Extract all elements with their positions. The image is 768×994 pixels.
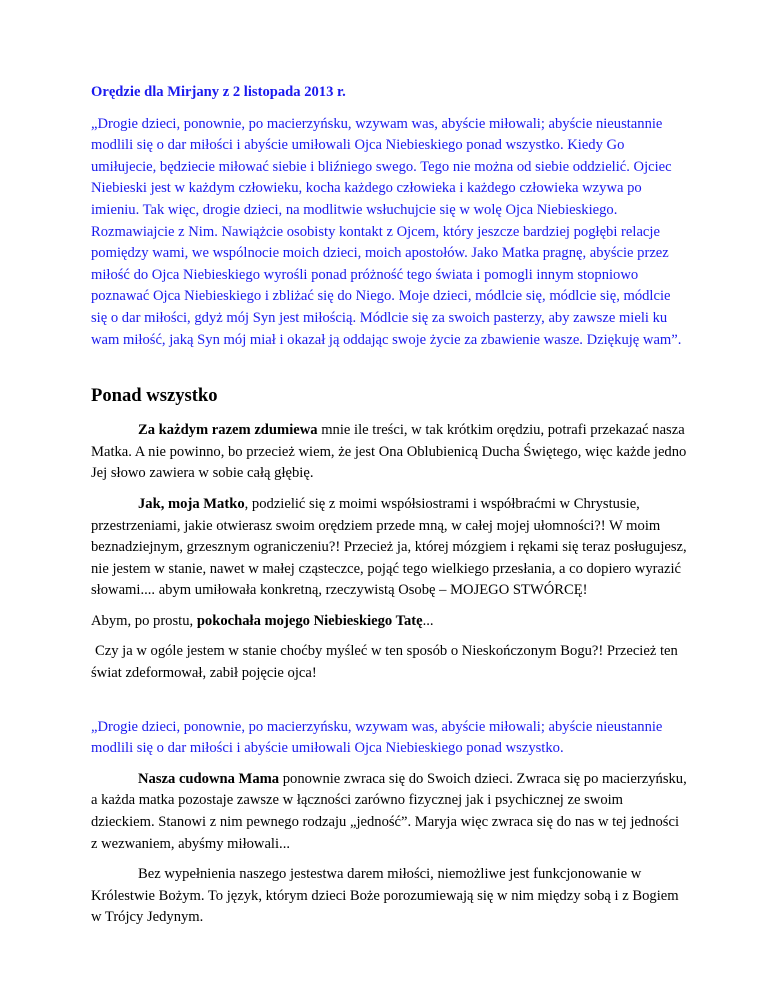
message-quote: „Drogie dzieci, ponownie, po macierzyńsku, wzywam was, abyście miłowali; abyście nieustannie modlili się o dar miłości i abyście umiłowali Ojca Niebieskiego ponad wszystko. Kiedy Go umiłujecie, będziecie miłować siebie i bliźniego swego. Tego nie można od siebie oddzielić. Ojciec Niebieski jest w każdym człowieku, kocha każdego człowieka i każdego człowieka wzywa po imieniu. Tak więc, drogie dzieci, na modlitwie wsłuchujcie się w wolę Ojca Niebieskiego. Rozmawiajcie z Nim. Nawiążcie osobisty kontakt z Ojcem, który jeszcze bardziej pogłębi relacje pomiędzy wami, we wspólnocie moich dzieci, moich apostołów. Jako Matka pragnę, abyście przez miłość do Ojca Niebieskiego wyrośli ponad próżność tego świata i pomogli innym stopniowo poznawać Ojca Niebieskiego i zbliżać się do Niego. Moje dzieci, módlcie się, módlcie się, módlcie się o dar miłości, gdyż mój Syn jest miłością. Módlcie się za swoich pasterzy, aby zawsze mieli ku wam miłość, jaką Syn mój miał i okazał ją oddając swoje życie za zbawienie wasze. Dziękuję wam”. <box>91 115 682 348</box>
section-title: Ponad wszystko <box>91 385 218 407</box>
document-page <box>91 82 689 938</box>
paragraph-3 <box>91 611 689 633</box>
paragraph-3-start: Abym, po prostu, <box>91 612 197 629</box>
paragraph-2-bold: Jak, moja Matko <box>138 495 245 512</box>
paragraph-5-bold: Nasza cudowna Mama <box>138 770 280 787</box>
paragraph-4: Czy ja w ogóle jestem w stanie choćby myśleć w ten sposób o Nieskończonym Bogu?! Przecież ten świat zdeformował, zabił pojęcie ojca! <box>91 643 678 682</box>
paragraph-5 <box>91 769 689 855</box>
paragraph-2-text: , podzielić się z moimi współsiostrami i współbraćmi w Chrystusie, przestrzeniami, jakie otwierasz swoim orędziem przede mną, w całej mojej ułomności?! W moim beznadziejnym, grzesznym ograniczeniu?! Przecież ja, której mózgiem i rękami się teraz posługujesz, nie jestem w stanie, nawet w małej cząsteczce, pojąć tego wielkiego przesłania, a co dopiero wyrazić słowami.... abym umiłowała konkretną, rzeczywistą Osobę – MOJEGO STWÓRCĘ! <box>91 495 687 599</box>
paragraph-2 <box>91 494 689 602</box>
quote-repeat: „Drogie dzieci, ponownie, po macierzyńsku, wzywam was, abyście miłowali; abyście nieustannie modlili się o dar miłości i abyście umiłowali Ojca Niebieskiego ponad wszystko. <box>91 718 663 757</box>
paragraph-5-text: ponownie zwraca się do Swoich dzieci. Zwraca się po macierzyńsku, a każda matka pozostaje zawsze w łączności zarówno fizycznej jak i psychicznej ze swoim dzieckiem. Stanowi z nim pewnego rodzaju „jedność”. Maryja więc zwraca się do nas w tej jedności z wezwaniem, abyśmy miłowali... <box>91 770 687 852</box>
paragraph-1 <box>91 420 689 485</box>
spacer <box>91 694 689 717</box>
paragraph-6: Bez wypełnienia naszego jestestwa darem miłości, niemożliwe jest funkcjonowanie w Królestwie Bożym. To język, którym dzieci Boże porozumiewają się w nim między sobą i z Bogiem w Trójcy Jedynym. <box>91 866 679 926</box>
paragraph-3-bold: pokochała mojego Niebieskiego Tatę <box>196 612 423 629</box>
paragraph-1-text: mnie ile treści, w tak krótkim orędziu, potrafi przekazać nasza Matka. A nie powinno, bo przecież wiem, że jest Ona Oblubienicą Ducha Świętego, więc każde jedno Jej słowo zawiera w sobie całą głębię. <box>91 422 687 482</box>
paragraph-3-end: ... <box>422 612 434 629</box>
message-title: Orędzie dla Mirjany z 2 listopada 2013 r. <box>91 84 346 100</box>
paragraph-1-bold: Za każdym razem zdumiewa <box>138 422 318 439</box>
